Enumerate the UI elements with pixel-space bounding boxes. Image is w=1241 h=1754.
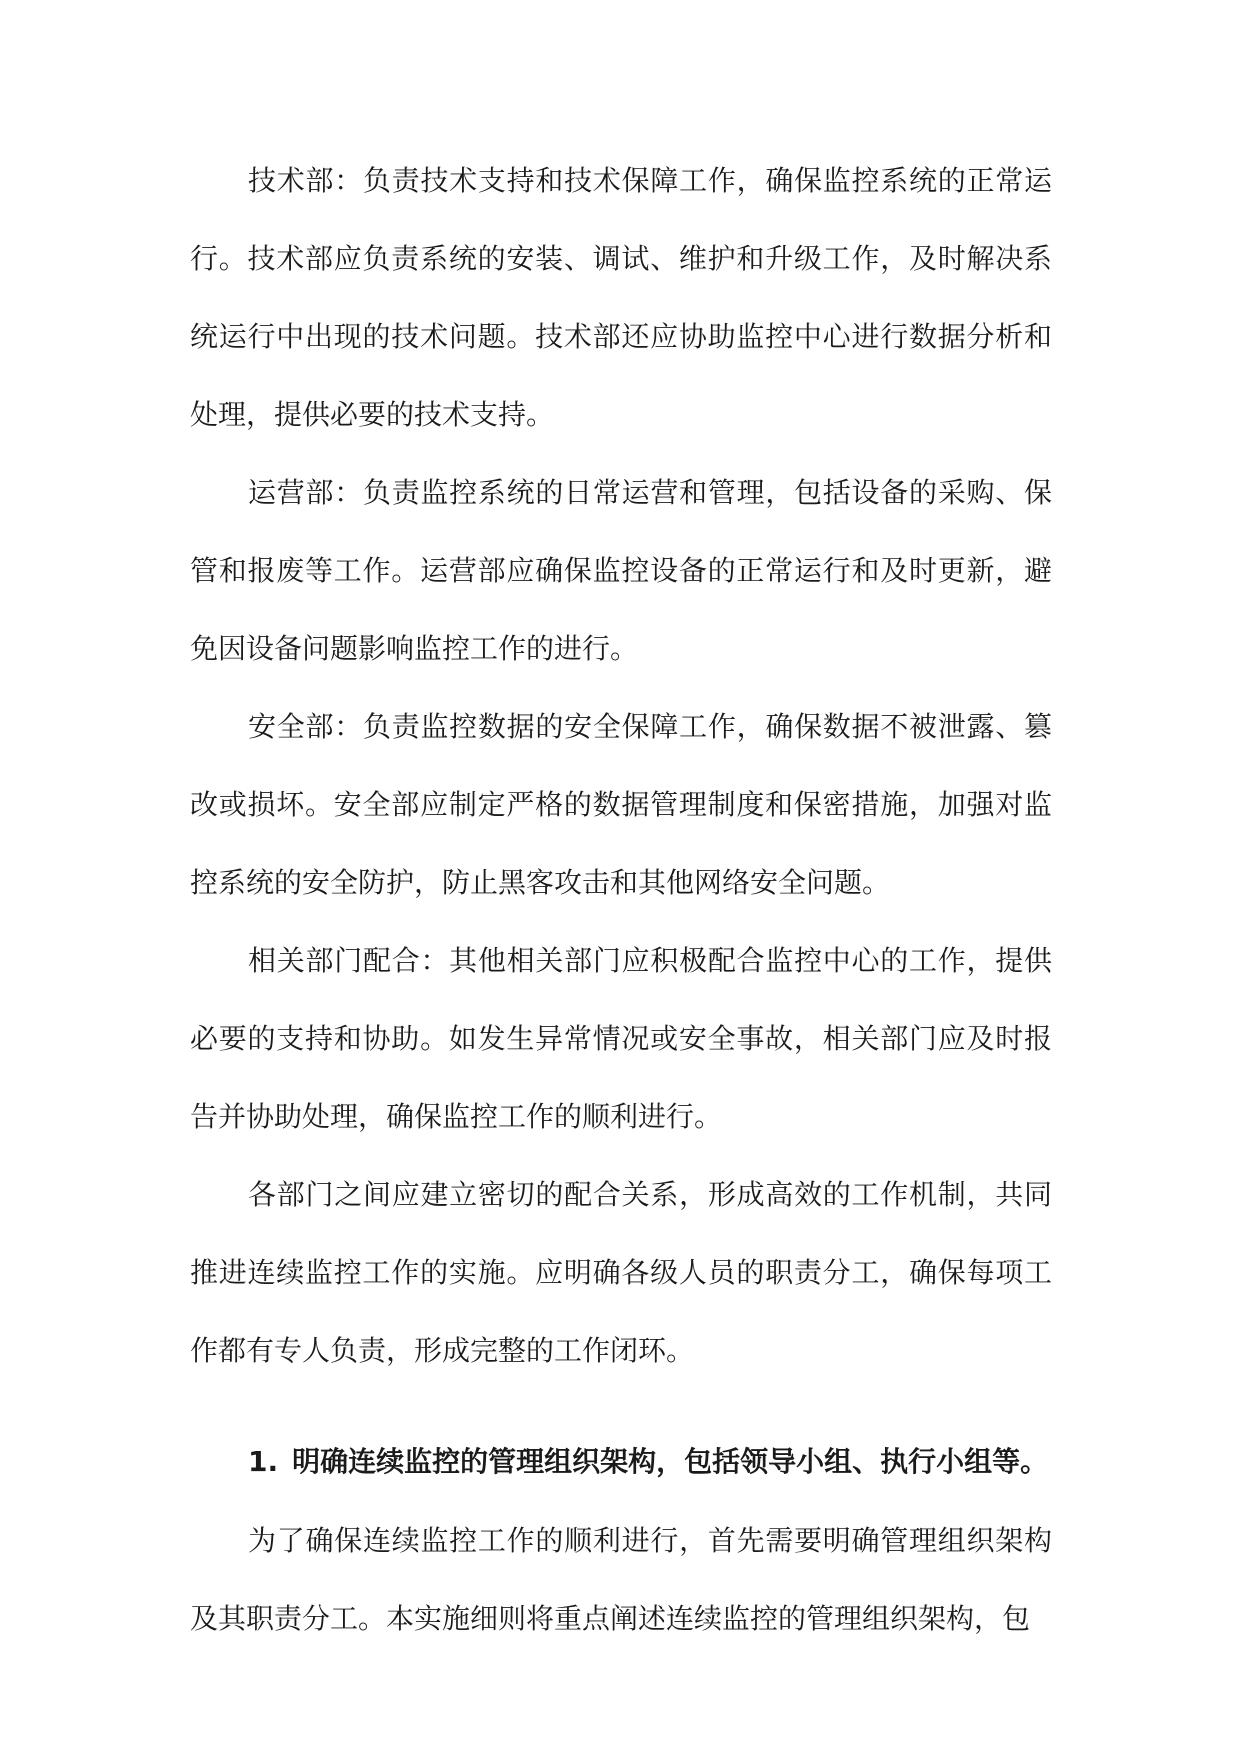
document-page xyxy=(190,142,1052,1658)
paragraph-security-dept: 安全部：负责监控数据的安全保障工作，确保数据不被泄露、篡改或损坏。安全部应制定严格的数据管理制度和保密措施，加强对监控系统的安全防护，防止黑客攻击和其他网络安全问题。 xyxy=(190,710,1052,899)
section-heading xyxy=(190,1442,1052,1482)
paragraph-ops-dept: 运营部：负责监控系统的日常运营和管理，包括设备的采购、保管和报废等工作。运营部应确保监控设备的正常运行和及时更新，避免因设备问题影响监控工作的进行。 xyxy=(190,476,1052,665)
paragraph-related-depts: 相关部门配合：其他相关部门应积极配合监控中心的工作，提供必要的支持和协助。如发生异常情况或安全事故，相关部门应及时报告并协助处理，确保监控工作的顺利进行。 xyxy=(190,944,1052,1133)
section-heading-text: 明确连续监控的管理组织架构，包括领导小组、执行小组等。 xyxy=(292,1445,1049,1478)
paragraph-coordination: 各部门之间应建立密切的配合关系，形成高效的工作机制，共同推进连续监控工作的实施。应明确各级人员的职责分工，确保每项工作都有专人负责，形成完整的工作闭环。 xyxy=(190,1178,1052,1367)
paragraph-intro: 为了确保连续监控工作的顺利进行，首先需要明确管理组织架构及其职责分工。本实施细则将重点阐述连续监控的管理组织架构，包 xyxy=(190,1524,1052,1635)
paragraph-tech-dept: 技术部：负责技术支持和技术保障工作，确保监控系统的正常运行。技术部应负责系统的安装、调试、维护和升级工作，及时解决系统运行中出现的技术问题。技术部还应协助监控中心进行数据分析和处理，提供必要的技术支持。 xyxy=(190,164,1052,431)
section-heading-number: 1. xyxy=(248,1445,279,1478)
